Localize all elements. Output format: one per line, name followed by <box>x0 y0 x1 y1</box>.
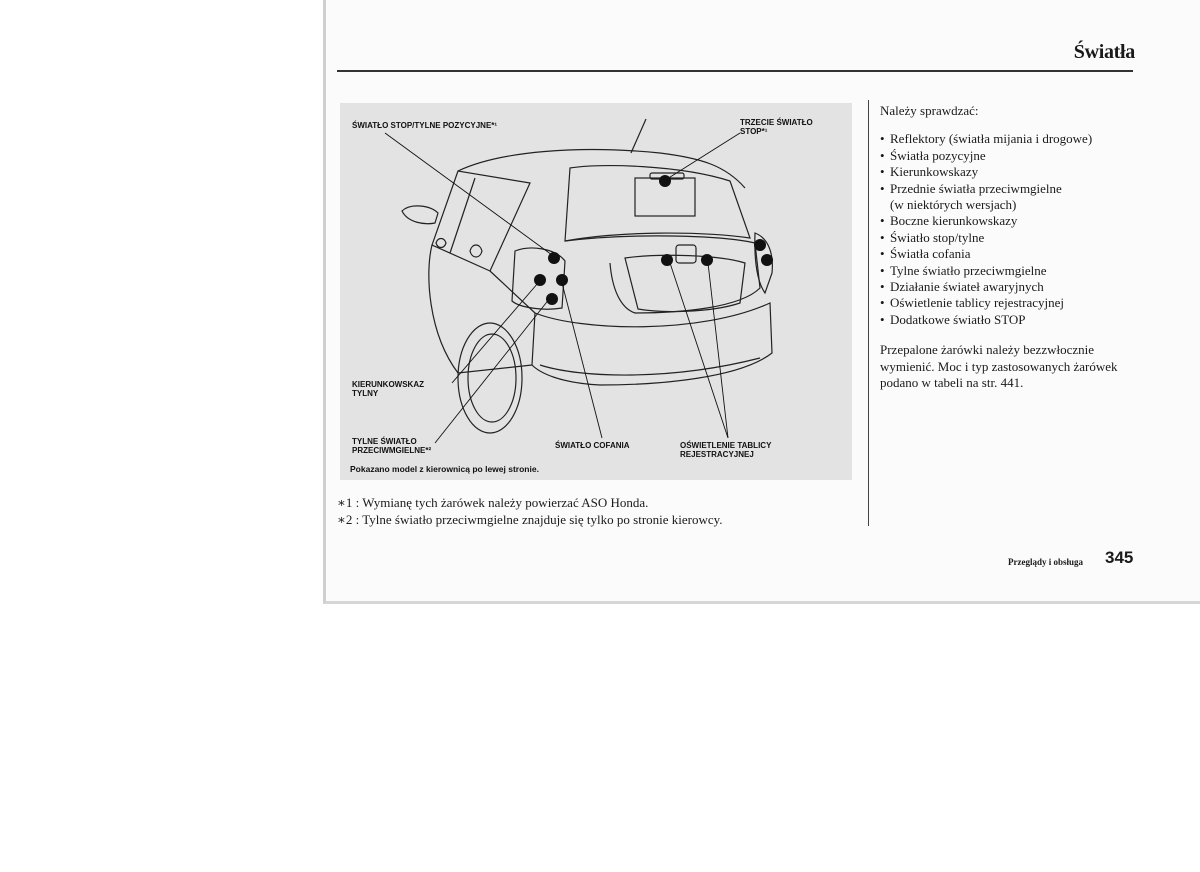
footnote-marker: ∗1 : <box>337 495 360 510</box>
footnote-text: Tylne światło przeciwmgielne znajduje się tylko po stronie kierowcy. <box>362 512 723 527</box>
list-item: • Światło stop/tylne <box>880 229 985 245</box>
list-item-sub: (w niektórych wersjach) <box>890 197 1017 213</box>
list-item: • Boczne kierunkowskazy <box>880 213 1018 229</box>
footnote <box>337 494 723 511</box>
label-third-stop-2: STOP*¹ <box>740 127 768 136</box>
label-turn-2: TYLNY <box>352 389 379 398</box>
label-stop-tail: ŚWIATŁO STOP/TYLNE POZYCYJNE*¹ <box>352 121 498 130</box>
label-fog-2: PRZECIWMGIELNE*² <box>352 446 432 455</box>
list-item: • Kierunkowskazy <box>880 164 979 180</box>
list-item: • Dodatkowe światło STOP <box>880 311 1026 327</box>
label-reverse: ŚWIATŁO COFANIA <box>555 441 630 450</box>
list-item: • Reflektory (światła mijania i drogowe) <box>880 131 1093 147</box>
label-fog-1: TYLNE ŚWIATŁO <box>352 437 417 446</box>
footnote-text: Wymianę tych żarówek należy powierzać ASO Honda. <box>362 495 649 510</box>
check-intro: Należy sprawdzać: <box>880 103 979 118</box>
label-plate-1: OŚWIETLENIE TABLICY <box>680 441 772 450</box>
footer-section-name: Przeglądy i obsługa <box>1008 557 1084 567</box>
footnotes <box>337 494 723 528</box>
list-item: • Światła pozycyjne <box>880 147 986 163</box>
list-item: • Działanie świateł awaryjnych <box>880 279 1044 295</box>
replacement-paragraph: Przepalone żarówki należy bezzwłocznie wymienić. Moc i typ zastosowanych żarówek podano w tabeli na str. 441. <box>880 342 1118 391</box>
footnote <box>337 511 723 528</box>
label-plate-2: REJESTRACYJNEJ <box>680 450 754 459</box>
label-third-stop-1: TRZECIE ŚWIATŁO <box>740 118 813 127</box>
list-item: • Tylne światło przeciwmgielne <box>880 262 1047 278</box>
header-rule <box>337 70 1133 72</box>
list-item: • Światła cofania <box>880 246 971 262</box>
footnote-marker: ∗2 : <box>337 512 360 527</box>
list-item: • Oświetlenie tablicy rejestracyjnej <box>880 295 1064 311</box>
car-rear-illustration <box>340 103 852 480</box>
rear-lights-figure <box>340 103 852 480</box>
figure-caption: Pokazano model z kierownicą po lewej stronie. <box>350 464 539 474</box>
check-list <box>880 131 1140 328</box>
check-list-column <box>880 103 1140 392</box>
page-number: 345 <box>1105 548 1134 567</box>
label-turn-1: KIERUNKOWSKAZ <box>352 380 424 389</box>
list-item: • Przednie światła przeciwmgielne (w niektórych wersjach) <box>880 180 1062 213</box>
section-title: Światła <box>1073 41 1135 63</box>
column-divider <box>868 100 869 526</box>
